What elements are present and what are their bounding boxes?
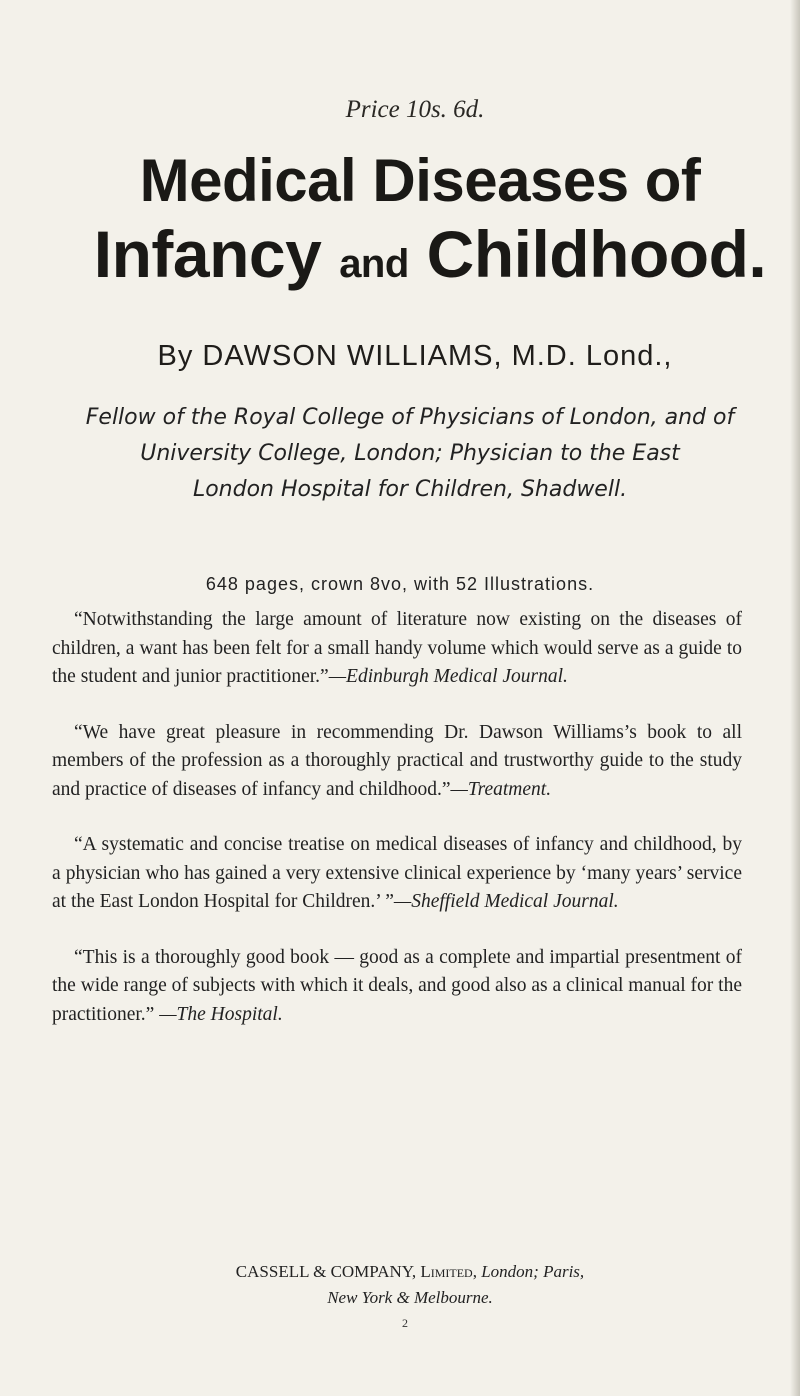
price-label: Price 10s. 6d.: [345, 96, 485, 123]
title-line-2: [0, 216, 800, 292]
review-text: “This is a thoroughly good book — good as a complete and impartial presentment of the wide range of subjects with which it deals, and good also as a clinical manual for the practitioner.”: [52, 946, 742, 1025]
review-text: “A systematic and concise treatise on medical diseases of infancy and childhood, by a physician who has gained a very extensive clinical experience by ‘many years’ service at the East London Hospital for Children.’ ”: [52, 834, 742, 912]
review-quote: [52, 831, 742, 917]
author-byline: By DAWSON WILLIAMS, M.D. Lond.,: [157, 340, 673, 372]
book-details: 648 pages, crown 8vo, with 52 Illustrations.: [205, 574, 595, 594]
review-source: —The Hospital.: [159, 1003, 283, 1025]
review-quote: [52, 606, 742, 692]
publisher-imprint: [0, 1259, 800, 1311]
page-number: 2: [402, 1316, 408, 1330]
publisher-line-2: New York & Melbourne.: [327, 1288, 493, 1307]
credentials-line-2: University College, London; Physician to the East: [140, 441, 680, 466]
title-word-and: and: [339, 242, 409, 286]
review-source: —Treatment.: [450, 778, 552, 800]
publisher-cities: London; Paris,: [481, 1262, 585, 1281]
publisher-limited: Limited,: [420, 1262, 477, 1281]
publisher-line-1: [20, 1259, 800, 1285]
title-word-infancy: Infancy: [93, 217, 322, 291]
review-quote: [52, 719, 742, 805]
publisher-name: CASSELL & COMPANY,: [235, 1262, 417, 1281]
title-line-1: Medical Diseases of: [139, 147, 701, 214]
credentials-line-1: Fellow of the Royal College of Physicians of London, and of: [85, 405, 735, 430]
author-credentials: [60, 400, 760, 508]
title-word-childhood: Childhood.: [426, 217, 767, 291]
review-list: [52, 606, 742, 1056]
credentials-line-3: London Hospital for Children, Shadwell.: [192, 477, 628, 502]
review-source: —Sheffield Medical Journal.: [393, 891, 619, 912]
review-source: —Edinburgh Medical Journal.: [328, 666, 568, 687]
review-text: “We have great pleasure in recommending Dr. Dawson Williams’s book to all members of the profession as a thoroughly practical and trustworthy guide to the study and practice of diseases of infancy and childhood.”: [52, 721, 742, 800]
review-text: “Notwithstanding the large amount of literature now existing on the diseases of children, a want has been felt for a small handy volume which would serve as a guide to the student and junior practitioner.”: [52, 609, 742, 687]
review-quote: [52, 944, 742, 1030]
